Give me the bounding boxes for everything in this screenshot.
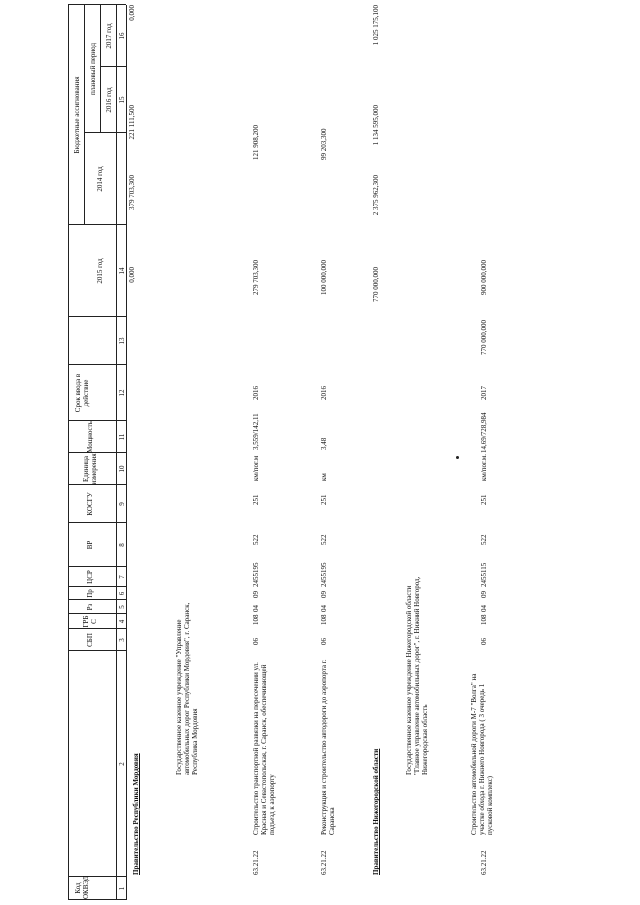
row-grbs: 108 <box>480 614 488 625</box>
row-csr: 2455195 <box>252 562 260 587</box>
row-vr: 522 <box>252 534 260 545</box>
header-unit: Единица измерения <box>82 453 98 485</box>
header-vr: ВР <box>86 540 94 550</box>
row-power: 14,69/728,984 <box>480 412 488 453</box>
header-power: Мощность <box>86 421 94 453</box>
col-number: 9 <box>118 502 126 506</box>
row-nn-gov-2017: 1 025 175,100 <box>372 5 380 46</box>
row-mordovia-gov-2014: 0,000 <box>128 267 136 283</box>
col-number: 12 <box>118 389 126 397</box>
row-pr: 09 <box>480 591 488 598</box>
row-2015: 100 000,000 <box>320 260 328 295</box>
header-pr: Пр <box>86 589 94 598</box>
row-unit: км/пог.м <box>252 455 260 481</box>
header-grbs: ГРБ С <box>82 615 98 628</box>
header-2015: 2015 год <box>96 258 104 284</box>
grid-line <box>126 5 127 900</box>
col-number: 4 <box>118 619 126 624</box>
row-2015: 279 703,300 <box>252 260 260 295</box>
row-deadline: 2016 <box>252 386 260 400</box>
row-vr: 522 <box>480 534 488 545</box>
row-nn-gov-name: Правительство Нижегородской области <box>372 748 380 875</box>
row-saransk-airport-name: Реконструкция и строительство автодороги до аэропорта г. Саранска <box>320 659 336 835</box>
col-number: 15 <box>118 96 126 104</box>
col-number: 1 <box>118 886 126 891</box>
col-number: 6 <box>118 591 126 596</box>
col-number: 8 <box>118 543 126 547</box>
row-nn-gov-2014: 770 000,000 <box>372 267 380 302</box>
row-power: 3,48 <box>320 437 328 450</box>
row-rz: 04 <box>480 605 488 612</box>
row-sbp: 06 <box>480 638 488 645</box>
row-deadline: 2016 <box>320 386 328 400</box>
row-kosgu: 251 <box>480 494 488 505</box>
header-2016: 2016 год <box>105 87 113 113</box>
row-2015: 900 000,000 <box>480 260 488 295</box>
scan-dot <box>456 456 459 459</box>
col-number: 16 <box>118 32 126 40</box>
row-m7-name: Строительство автомобильной дороги М-7 "Волга" на участке обхода г. Нижнего Новгорода ( 3 очередь 1 пусковой комплекс) <box>470 673 494 835</box>
row-mordovia-gov-name: Правительство Республики Мордовия <box>132 753 140 875</box>
col-number: 2 <box>118 762 126 766</box>
row-2014: 770 000,000 <box>480 320 488 355</box>
row-2016: 99 203,300 <box>320 128 328 160</box>
row-okved: 63.21.22 <box>320 850 328 875</box>
col-number: 13 <box>118 337 126 345</box>
row-unit: км <box>320 473 328 481</box>
col-number: 10 <box>118 465 126 473</box>
row-nn-gov-2016: 1 134 595,000 <box>372 105 380 146</box>
row-kosgu: 251 <box>252 494 260 505</box>
header-rz: Рз <box>86 603 94 611</box>
col-number: 11 <box>118 433 126 441</box>
header-deadline: Срок ввода в действие <box>74 373 90 413</box>
col-number: 7 <box>118 575 126 579</box>
grid-line <box>84 5 85 225</box>
row-vr: 522 <box>320 534 328 545</box>
row-grbs: 108 <box>252 614 260 625</box>
col-number: 5 <box>118 605 126 609</box>
header-kosgu: КОСГУ <box>86 492 94 516</box>
grid-line <box>100 5 101 133</box>
row-saransk-junction-name: Строительство транспортной развязки на пересечении ул. Красная и Севастопольская, г. Саранск, обеспечивающей подъезд к аэропорту <box>252 662 276 835</box>
row-mordovia-gov-2015: 379 703,300 <box>128 175 136 210</box>
row-rz: 04 <box>252 605 260 612</box>
row-nn-gov-2015: 2 375 962,300 <box>372 175 380 216</box>
header-2017: 2017 год <box>105 23 113 49</box>
row-mordovia-gov-2017: 0,000 <box>128 5 136 21</box>
row-nn-inst-name: Государственное казенное учреждение Нижегородской области "Главное управление автомобильных дорог", г. Нижний Новгород, Нижегородская область <box>405 576 429 775</box>
header-planned: плановый период <box>89 42 97 96</box>
row-pr: 09 <box>320 591 328 598</box>
row-mordovia-gov-2016: 221 111,500 <box>128 105 136 140</box>
row-okved: 63.21.22 <box>252 850 260 875</box>
row-2016: 121 908,200 <box>252 125 260 160</box>
row-unit: км/пог.м. <box>480 453 488 481</box>
col-number: 3 <box>118 638 126 642</box>
header-sbp: СБП <box>86 633 94 647</box>
header-budget: Бюджетные ассигнования <box>73 76 81 154</box>
header-okved: Код ОКВЭД <box>74 875 90 899</box>
row-csr: 2455115 <box>480 562 488 587</box>
header-2014: 2014 год <box>96 166 104 192</box>
row-power: 3,559/142,11 <box>252 413 260 450</box>
row-csr: 2455195 <box>320 562 328 587</box>
row-mordovia-inst-name: Государственное казенное учреждение "Управление автомобильных дорог Республики Мордовия", г. Саранск, Республика Мордовия <box>175 602 199 775</box>
row-okved: 63.21.22 <box>480 850 488 875</box>
col-number: 14 <box>118 267 126 275</box>
row-pr: 09 <box>252 591 260 598</box>
row-kosgu: 251 <box>320 494 328 505</box>
header-csr: ЦСР <box>86 570 94 584</box>
row-rz: 04 <box>320 605 328 612</box>
row-sbp: 06 <box>320 638 328 645</box>
row-grbs: 108 <box>320 614 328 625</box>
row-sbp: 06 <box>252 638 260 645</box>
row-deadline: 2017 <box>480 386 488 400</box>
